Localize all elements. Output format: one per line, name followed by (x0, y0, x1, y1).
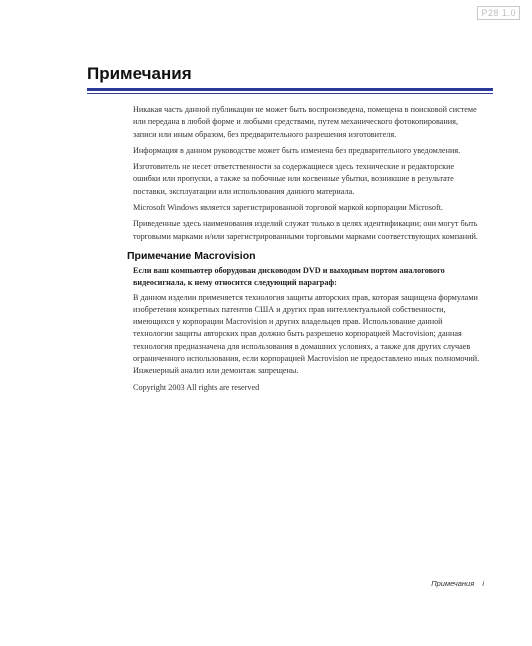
notice-paragraph-trademark: Microsoft Windows является зарегистрированной торговой маркой корпорации Microsoft. (133, 203, 444, 213)
notice-paragraph-liability: Изготовитель не несет ответственности за содержащиеся здесь технические и редакторские ошибки или пропуски, а также за побочные или косвенные убытки, возникшие в результате поставки, эксплуатации или использования данного материала. (133, 162, 455, 196)
page-title: Примечания (87, 64, 192, 83)
notice-paragraph-changes: Информация в данном руководстве может быть изменена без предварительного уведомления. (133, 145, 461, 155)
macrovision-text: В данном изделии применяется технология защиты авторских прав, которая защищена формулами изобретения конкретных патентов США и других прав интеллектуальной собственности, имеющихся у корпорации Macrovision и других владельцев прав. Использование данной технологии защиты авторских прав должно быть разрешено корпорацией Macrovision; данная технология предназначена для использования в домашних условиях, а также для других случаев ограниченного использования, если корпорацией Macrovision не предоставлено иных полномочий. Инженерный анализ или демонтаж запрещены. (133, 292, 480, 376)
footer-label: Примечания (431, 579, 475, 588)
footer-page-number: i (482, 579, 484, 588)
macrovision-heading: Примечание Macrovision (127, 249, 256, 262)
copyright-line: Copyright 2003 All rights are reserved (133, 382, 260, 392)
notice-paragraph-product-names: Приведенные здесь наименования изделий служат только в целях идентификации; они могут быть торговыми марками и/или зарегистрированными торговыми марками соответствующих компаний. (133, 219, 478, 241)
page-version-badge: P28 1.0 (477, 6, 520, 20)
page-footer (380, 579, 484, 588)
notice-content (127, 104, 483, 398)
notice-paragraph-reproduction: Никакая часть данной публикации не может быть воспроизведена, помещена в поисковой системе или передана в любой форме и любыми средствами, путем механического фотокопирования, записи или иным образом, без предварительного разрешения изготовителя. (133, 105, 477, 139)
title-rule-thick (87, 88, 493, 91)
macrovision-intro: Если ваш компьютер оборудован дисководом DVD и выходным портом аналогового видеосигнала, к нему относится следующий параграф: (133, 265, 445, 288)
title-rule-thin (87, 93, 493, 94)
